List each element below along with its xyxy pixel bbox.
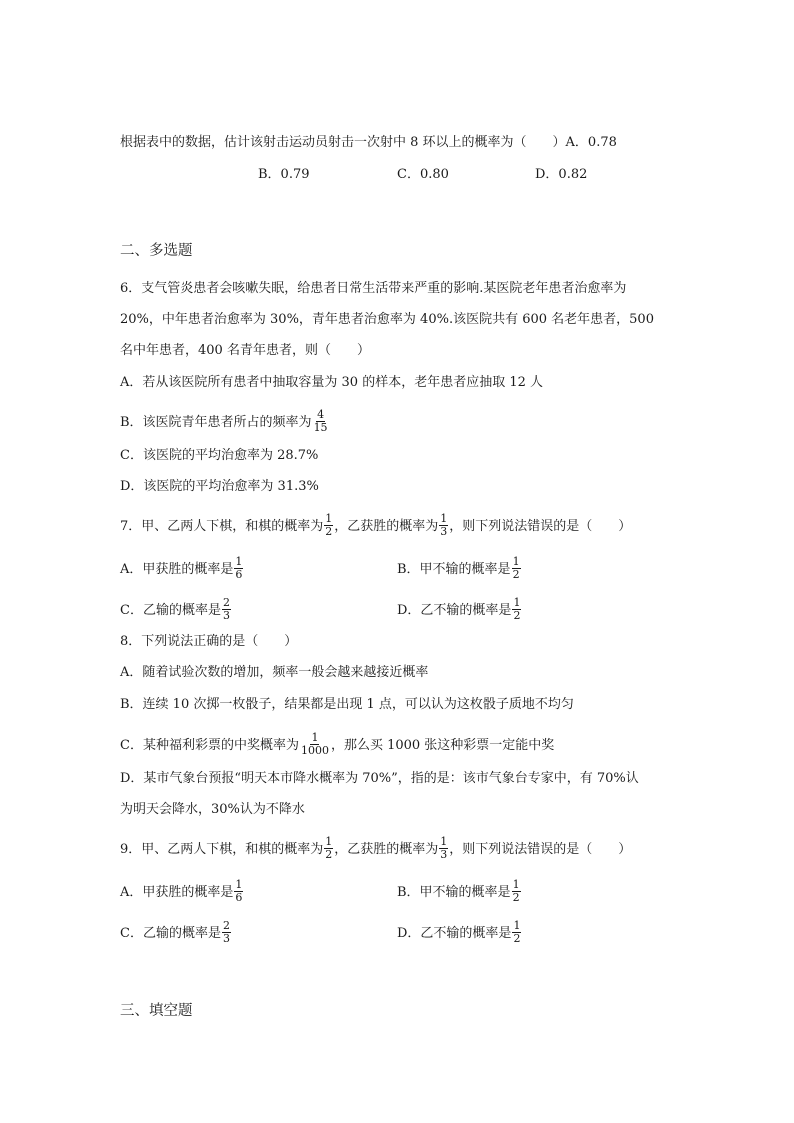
q7-option-a xyxy=(120,557,244,582)
fraction-numerator: 1 xyxy=(325,512,333,525)
q9-stem-text-1: 9．甲、乙两人下棋，和棋的概率为 xyxy=(120,842,324,857)
fraction-denominator: 2 xyxy=(513,932,521,945)
q9-option-d xyxy=(397,921,522,946)
q8-option-d-line-2: 为明天会降水，30%认为不降水 xyxy=(120,802,305,817)
q6-stem-line-3: 名中年患者，400 名青年患者，则（ ） xyxy=(120,343,370,358)
fraction-denominator: 2 xyxy=(512,568,520,581)
q5-stem: 根据表中的数据，估计该射击运动员射击一次射中 8 环以上的概率为（ ）A．0.78 xyxy=(120,135,617,150)
fraction xyxy=(324,836,333,861)
fraction-denominator: 2 xyxy=(512,891,520,904)
option-text: D．乙不输的概率是 xyxy=(397,926,512,941)
fraction xyxy=(313,409,329,434)
option-text: B．甲不输的概率是 xyxy=(397,562,511,577)
fraction xyxy=(439,513,448,538)
option-text: D．乙不输的概率是 xyxy=(397,603,512,618)
fraction xyxy=(439,836,448,861)
q9-option-a xyxy=(120,880,244,905)
option-text: A．甲获胜的概率是 xyxy=(120,562,234,577)
q8-option-a: A．随着试验次数的增加，频率一般会越来越接近概率 xyxy=(120,665,429,680)
fraction-numerator: 1 xyxy=(235,878,243,891)
fraction-denominator: 6 xyxy=(235,891,243,904)
q7-option-c xyxy=(120,598,232,623)
q8-option-c xyxy=(120,733,554,758)
q9-option-b xyxy=(397,880,522,905)
q6-option-b xyxy=(120,410,330,435)
q7-stem-text-2: ，乙获胜的概率为 xyxy=(334,519,439,534)
section-title-fill-in-blank: 三、填空题 xyxy=(120,1003,193,1019)
fraction-numerator: 1 xyxy=(311,731,319,744)
option-text: B．甲不输的概率是 xyxy=(397,885,511,900)
q7-option-d xyxy=(397,598,522,623)
option-text: C．某种福利彩票的中奖概率为 xyxy=(120,738,299,753)
fraction-numerator: 4 xyxy=(317,408,325,421)
fraction xyxy=(234,556,243,581)
section-title-multiple-choice: 二、多选题 xyxy=(120,243,193,259)
fraction-numerator: 1 xyxy=(325,835,333,848)
fraction-numerator: 1 xyxy=(513,919,521,932)
fraction xyxy=(512,597,521,622)
q9-option-c xyxy=(120,921,232,946)
q6-stem-line-1: 6．支气管炎患者会咳嗽失眠，给患者日常生活带来严重的影响.某医院老年患者治愈率为 xyxy=(120,281,627,296)
option-text-tail: ，那么买 1000 张这种彩票一定能中奖 xyxy=(330,738,555,753)
fraction-numerator: 1 xyxy=(235,555,243,568)
fraction xyxy=(512,556,521,581)
fraction-numerator: 1 xyxy=(512,878,520,891)
fraction-denominator: 2 xyxy=(513,609,521,622)
fraction-denominator: 1000 xyxy=(300,744,329,757)
q5-option-c: C．0.80 xyxy=(397,167,449,182)
q9-stem xyxy=(120,837,631,862)
q5-option-d: D．0.82 xyxy=(535,167,588,182)
fraction-denominator: 6 xyxy=(235,568,243,581)
fraction-denominator: 2 xyxy=(325,525,333,538)
option-text: C．乙输的概率是 xyxy=(120,603,221,618)
q6-option-c: C．该医院的平均治愈率为 28.7% xyxy=(120,448,319,463)
fraction-denominator: 15 xyxy=(313,421,328,434)
q8-option-d-line-1: D．某市气象台预报“明天本市降水概率为 70%”，指的是：该市气象台专家中，有 70%认 xyxy=(120,771,639,786)
fraction-denominator: 3 xyxy=(440,525,448,538)
fraction-numerator: 1 xyxy=(440,512,448,525)
option-text: C．乙输的概率是 xyxy=(120,926,221,941)
fraction xyxy=(300,732,330,757)
fraction-numerator: 1 xyxy=(513,596,521,609)
q7-stem-text-3: ，则下列说法错误的是（ ） xyxy=(449,519,632,534)
fraction-denominator: 3 xyxy=(222,932,230,945)
fraction-numerator: 2 xyxy=(222,919,230,932)
fraction xyxy=(222,597,231,622)
fraction xyxy=(222,920,231,945)
fraction-numerator: 2 xyxy=(222,596,230,609)
fraction-numerator: 1 xyxy=(440,835,448,848)
q6-option-b-text: B．该医院青年患者所占的频率为 xyxy=(120,415,312,430)
fraction-denominator: 2 xyxy=(325,848,333,861)
fraction-denominator: 3 xyxy=(440,848,448,861)
q5-option-b: B．0.79 xyxy=(258,167,310,182)
q7-stem-text-1: 7．甲、乙两人下棋，和棋的概率为 xyxy=(120,519,324,534)
q6-option-d: D．该医院的平均治愈率为 31.3% xyxy=(120,479,319,494)
fraction xyxy=(512,920,521,945)
fraction xyxy=(512,879,521,904)
q6-option-a: A．若从该医院所有患者中抽取容量为 30 的样本，老年患者应抽取 12 人 xyxy=(120,375,544,390)
q9-stem-text-2: ，乙获胜的概率为 xyxy=(334,842,439,857)
q6-stem-line-2: 20%，中年患者治愈率为 30%，青年患者治愈率为 40%.该医院共有 600 名老年患者，500 xyxy=(120,312,654,327)
option-text: A．甲获胜的概率是 xyxy=(120,885,234,900)
q7-stem xyxy=(120,514,631,539)
fraction xyxy=(324,513,333,538)
q7-option-b xyxy=(397,557,522,582)
q9-stem-text-3: ，则下列说法错误的是（ ） xyxy=(449,842,632,857)
q8-stem: 8．下列说法正确的是（ ） xyxy=(120,634,298,649)
fraction-denominator: 3 xyxy=(222,609,230,622)
q8-option-b: B．连续 10 次掷一枚骰子，结果都是出现 1 点，可以认为这枚骰子质地不均匀 xyxy=(120,697,574,712)
fraction-numerator: 1 xyxy=(512,555,520,568)
fraction xyxy=(234,879,243,904)
